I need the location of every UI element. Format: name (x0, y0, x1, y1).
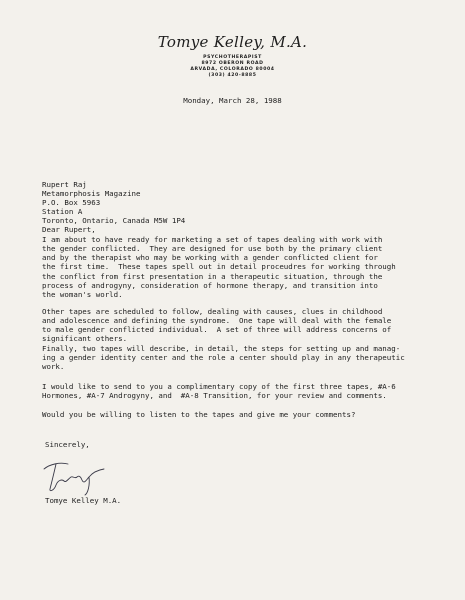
text-line: to male gender conflicted individual. A set of three will address concerns of (42, 325, 392, 335)
signer-name: Tomye Kelley M.A. (45, 496, 122, 505)
text-line: Hormones, #A-7 Androgyny, and #A-8 Transition, for your review and comments. (42, 391, 387, 401)
letterhead-name: Tomye Kelley, M.A. (157, 33, 308, 51)
paragraph-2 (42, 307, 391, 344)
letter-date: Monday, March 28, 1988 (183, 96, 282, 105)
text-line: the gender conflicted. They are designed for use both by the primary client (42, 244, 383, 254)
handwritten-signature (40, 455, 120, 497)
text-line: Other tapes are scheduled to follow, dealing with causes, clues in childhood (42, 307, 383, 316)
text-line: the conflict from first presentation in a therapeutic situation, through the (42, 271, 383, 281)
text-line: Finally, two tapes will describe, in detail, the steps for setting up and manag- (42, 344, 401, 353)
text-line: Would you be willing to listen to the tapes and give me your comments? (42, 410, 356, 419)
text-line: the first time. These tapes spell out in detail proceudres for working through (42, 262, 396, 272)
paragraph-3 (42, 344, 405, 371)
text-line: work. (42, 362, 65, 372)
text-line: ing a gender identity center and the role a center should play in any therapeutic (42, 353, 405, 363)
recipient-line: Toronto, Ontario, Canada M5W 1P4 (42, 216, 186, 226)
letterhead-street: 8972 OBERON ROAD (201, 61, 264, 66)
text-line: I would like to send to you a complimentary copy of the first three tapes, #A-6 (42, 382, 396, 391)
text-line: and adolescence and defining the syndrome. One tape will deal with the female (42, 316, 392, 326)
recipient-line: Metamorphosis Magazine (42, 189, 141, 199)
closing: Sincerely, (45, 440, 90, 449)
text-line: process of androgyny, consideration of hormone therapy, and transition into (42, 280, 378, 290)
recipient-line: P.O. Box 5963 (42, 198, 101, 208)
letterhead-city: ARVADA, COLORADO 80004 (190, 67, 275, 72)
text-line: the woman's world. (42, 289, 123, 299)
recipient-line: Rupert Raj (42, 180, 87, 189)
salutation: Dear Rupert, (42, 225, 96, 235)
recipient-address (42, 180, 185, 235)
letterhead-title: PSYCHOTHERAPIST (203, 55, 262, 60)
paragraph-1 (42, 235, 396, 299)
text-line: I am about to have ready for marketing a set of tapes dealing with work with (42, 235, 383, 244)
paragraph-5 (42, 410, 355, 419)
paragraph-4 (42, 382, 396, 400)
text-line: significant others. (42, 334, 128, 344)
letterhead-phone: (303) 420-8885 (208, 73, 257, 78)
recipient-line: Station A (42, 207, 83, 217)
text-line: and by the therapist who may be working with a gender conflicted client for (42, 253, 378, 263)
